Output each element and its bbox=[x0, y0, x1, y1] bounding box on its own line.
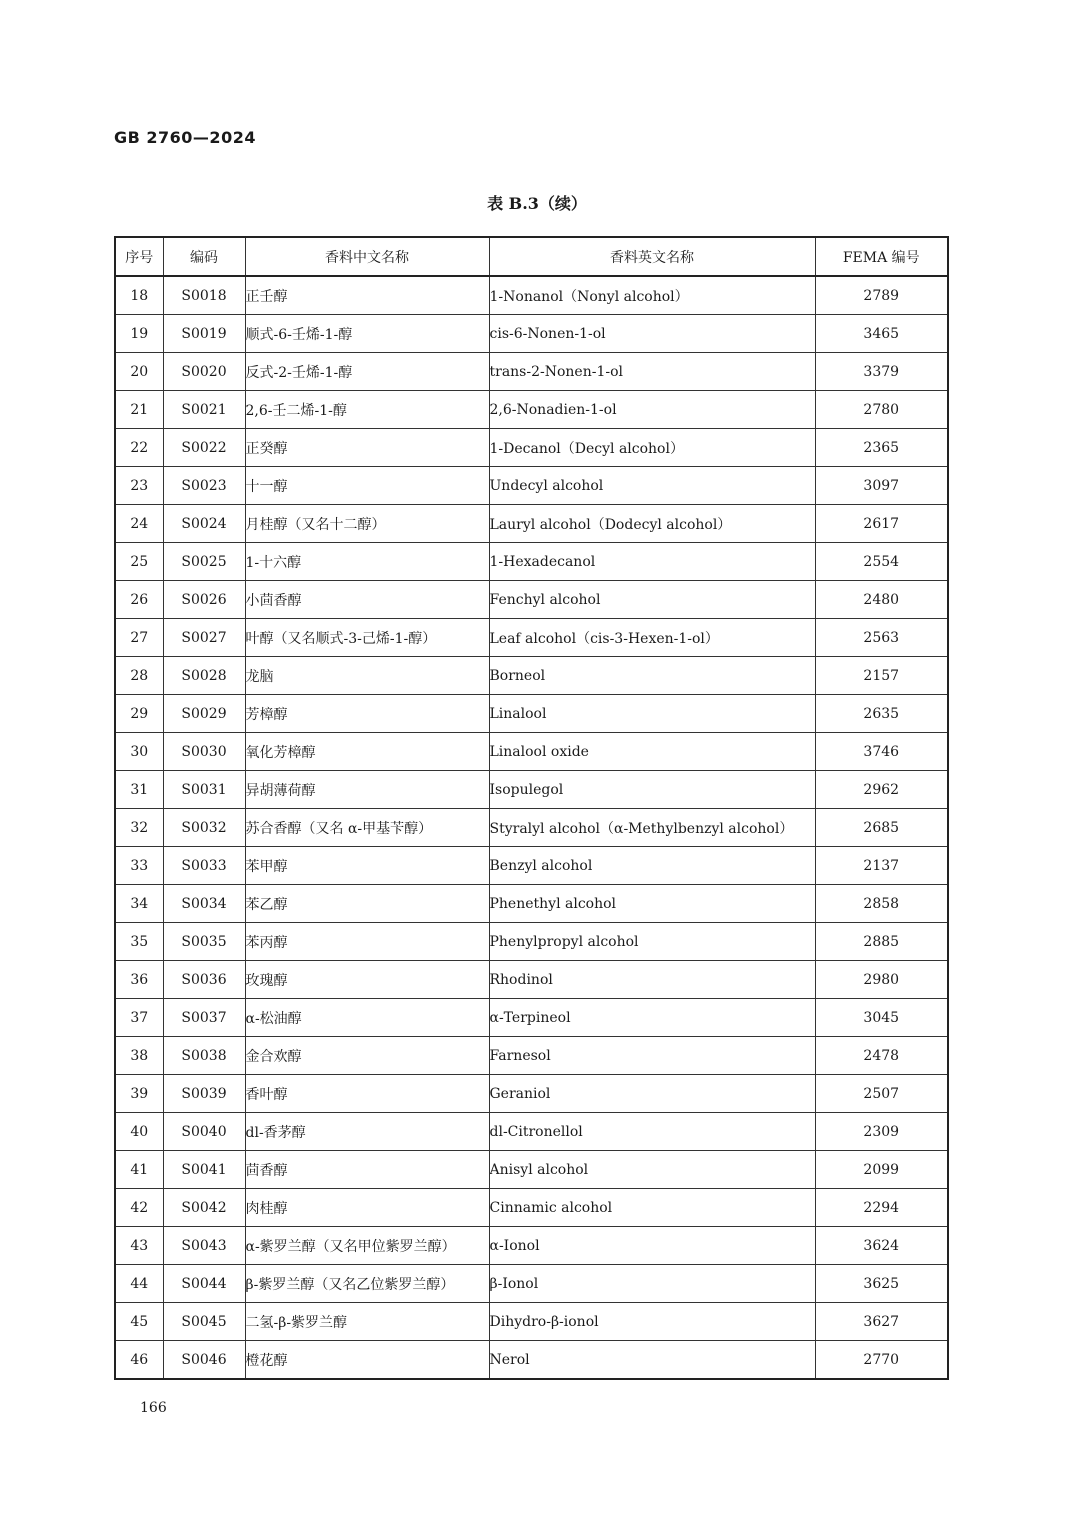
cell-serial: 38 bbox=[115, 1037, 163, 1075]
cell-english-name: Styralyl alcohol（α-Methylbenzyl alcohol） bbox=[489, 809, 815, 847]
table-row bbox=[115, 1113, 948, 1151]
cell-code: S0022 bbox=[163, 429, 245, 467]
cell-english-name: Linalool oxide bbox=[489, 733, 815, 771]
cell-fema-number: 2365 bbox=[815, 429, 948, 467]
cell-chinese-name: 正癸醇 bbox=[245, 429, 489, 467]
header-code: 编码 bbox=[163, 237, 245, 276]
table-row bbox=[115, 809, 948, 847]
cell-chinese-name: 异胡薄荷醇 bbox=[245, 771, 489, 809]
cell-fema-number: 2480 bbox=[815, 581, 948, 619]
table-row bbox=[115, 1037, 948, 1075]
cell-chinese-name: 氧化芳樟醇 bbox=[245, 733, 489, 771]
cell-fema-number: 3379 bbox=[815, 353, 948, 391]
table-row bbox=[115, 923, 948, 961]
cell-serial: 33 bbox=[115, 847, 163, 885]
cell-chinese-name: 苏合香醇（又名 α-甲基苄醇） bbox=[245, 809, 489, 847]
cell-english-name: Phenylpropyl alcohol bbox=[489, 923, 815, 961]
cell-english-name: trans-2-Nonen-1-ol bbox=[489, 353, 815, 391]
cell-serial: 28 bbox=[115, 657, 163, 695]
table-row bbox=[115, 1189, 948, 1227]
table-row bbox=[115, 315, 948, 353]
cell-english-name: Isopulegol bbox=[489, 771, 815, 809]
cell-english-name: Undecyl alcohol bbox=[489, 467, 815, 505]
cell-chinese-name: β-紫罗兰醇（又名乙位紫罗兰醇） bbox=[245, 1265, 489, 1303]
cell-fema-number: 2478 bbox=[815, 1037, 948, 1075]
cell-serial: 31 bbox=[115, 771, 163, 809]
cell-english-name: α-Ionol bbox=[489, 1227, 815, 1265]
cell-fema-number: 2789 bbox=[815, 276, 948, 315]
cell-chinese-name: 顺式-6-壬烯-1-醇 bbox=[245, 315, 489, 353]
cell-chinese-name: α-松油醇 bbox=[245, 999, 489, 1037]
table-header-row bbox=[115, 237, 948, 276]
cell-code: S0030 bbox=[163, 733, 245, 771]
cell-fema-number: 2309 bbox=[815, 1113, 948, 1151]
cell-chinese-name: 二氢-β-紫罗兰醇 bbox=[245, 1303, 489, 1341]
cell-english-name: Leaf alcohol（cis-3-Hexen-1-ol） bbox=[489, 619, 815, 657]
cell-english-name: Farnesol bbox=[489, 1037, 815, 1075]
standard-code: GB 2760—2024 bbox=[114, 128, 256, 147]
cell-serial: 37 bbox=[115, 999, 163, 1037]
cell-english-name: Dihydro-β-ionol bbox=[489, 1303, 815, 1341]
cell-code: S0039 bbox=[163, 1075, 245, 1113]
cell-code: S0038 bbox=[163, 1037, 245, 1075]
cell-english-name: Borneol bbox=[489, 657, 815, 695]
page-number: 166 bbox=[140, 1400, 167, 1416]
cell-chinese-name: dl-香茅醇 bbox=[245, 1113, 489, 1151]
cell-code: S0041 bbox=[163, 1151, 245, 1189]
cell-serial: 19 bbox=[115, 315, 163, 353]
cell-english-name: Nerol bbox=[489, 1341, 815, 1380]
cell-serial: 36 bbox=[115, 961, 163, 999]
cell-chinese-name: 茴香醇 bbox=[245, 1151, 489, 1189]
cell-serial: 46 bbox=[115, 1341, 163, 1380]
cell-code: S0023 bbox=[163, 467, 245, 505]
table-caption: 表 B.3（续） bbox=[487, 194, 587, 213]
table-row bbox=[115, 543, 948, 581]
cell-fema-number: 2858 bbox=[815, 885, 948, 923]
table-row bbox=[115, 1265, 948, 1303]
table-row bbox=[115, 276, 948, 315]
cell-serial: 40 bbox=[115, 1113, 163, 1151]
cell-serial: 25 bbox=[115, 543, 163, 581]
cell-english-name: Lauryl alcohol（Dodecyl alcohol） bbox=[489, 505, 815, 543]
table-row bbox=[115, 505, 948, 543]
table-row bbox=[115, 999, 948, 1037]
cell-serial: 41 bbox=[115, 1151, 163, 1189]
cell-chinese-name: 玫瑰醇 bbox=[245, 961, 489, 999]
cell-serial: 24 bbox=[115, 505, 163, 543]
table-row bbox=[115, 1075, 948, 1113]
table-row bbox=[115, 1227, 948, 1265]
table-body bbox=[115, 276, 948, 1379]
cell-english-name: Geraniol bbox=[489, 1075, 815, 1113]
table-row bbox=[115, 581, 948, 619]
cell-chinese-name: α-紫罗兰醇（又名甲位紫罗兰醇） bbox=[245, 1227, 489, 1265]
cell-english-name: dl-Citronellol bbox=[489, 1113, 815, 1151]
cell-english-name: 1-Decanol（Decyl alcohol） bbox=[489, 429, 815, 467]
table-row bbox=[115, 353, 948, 391]
cell-code: S0027 bbox=[163, 619, 245, 657]
cell-english-name: 1-Hexadecanol bbox=[489, 543, 815, 581]
cell-code: S0028 bbox=[163, 657, 245, 695]
cell-english-name: cis-6-Nonen-1-ol bbox=[489, 315, 815, 353]
cell-chinese-name: 2,6-壬二烯-1-醇 bbox=[245, 391, 489, 429]
cell-chinese-name: 小茴香醇 bbox=[245, 581, 489, 619]
cell-code: S0037 bbox=[163, 999, 245, 1037]
cell-chinese-name: 肉桂醇 bbox=[245, 1189, 489, 1227]
cell-code: S0040 bbox=[163, 1113, 245, 1151]
table-row bbox=[115, 885, 948, 923]
table-row bbox=[115, 961, 948, 999]
cell-fema-number: 2635 bbox=[815, 695, 948, 733]
cell-fema-number: 2770 bbox=[815, 1341, 948, 1380]
cell-serial: 34 bbox=[115, 885, 163, 923]
cell-chinese-name: 苯乙醇 bbox=[245, 885, 489, 923]
cell-fema-number: 3746 bbox=[815, 733, 948, 771]
cell-serial: 18 bbox=[115, 276, 163, 315]
cell-fema-number: 3097 bbox=[815, 467, 948, 505]
cell-chinese-name: 龙脑 bbox=[245, 657, 489, 695]
table-row bbox=[115, 429, 948, 467]
cell-serial: 26 bbox=[115, 581, 163, 619]
cell-chinese-name: 苯甲醇 bbox=[245, 847, 489, 885]
cell-english-name: Linalool bbox=[489, 695, 815, 733]
cell-serial: 45 bbox=[115, 1303, 163, 1341]
header-serial: 序号 bbox=[115, 237, 163, 276]
cell-fema-number: 2554 bbox=[815, 543, 948, 581]
cell-chinese-name: 芳樟醇 bbox=[245, 695, 489, 733]
cell-fema-number: 2685 bbox=[815, 809, 948, 847]
cell-code: S0020 bbox=[163, 353, 245, 391]
cell-fema-number: 2157 bbox=[815, 657, 948, 695]
cell-english-name: Anisyl alcohol bbox=[489, 1151, 815, 1189]
cell-fema-number: 2980 bbox=[815, 961, 948, 999]
cell-fema-number: 2099 bbox=[815, 1151, 948, 1189]
cell-fema-number: 2507 bbox=[815, 1075, 948, 1113]
cell-serial: 27 bbox=[115, 619, 163, 657]
cell-english-name: 1-Nonanol（Nonyl alcohol） bbox=[489, 276, 815, 315]
cell-code: S0045 bbox=[163, 1303, 245, 1341]
cell-code: S0021 bbox=[163, 391, 245, 429]
cell-chinese-name: 橙花醇 bbox=[245, 1341, 489, 1380]
cell-code: S0044 bbox=[163, 1265, 245, 1303]
cell-english-name: Rhodinol bbox=[489, 961, 815, 999]
cell-chinese-name: 苯丙醇 bbox=[245, 923, 489, 961]
cell-code: S0046 bbox=[163, 1341, 245, 1380]
table-row bbox=[115, 771, 948, 809]
cell-serial: 21 bbox=[115, 391, 163, 429]
header-chinese-name: 香料中文名称 bbox=[245, 237, 489, 276]
cell-code: S0029 bbox=[163, 695, 245, 733]
cell-fema-number: 2780 bbox=[815, 391, 948, 429]
cell-code: S0025 bbox=[163, 543, 245, 581]
cell-english-name: 2,6-Nonadien-1-ol bbox=[489, 391, 815, 429]
cell-code: S0032 bbox=[163, 809, 245, 847]
cell-code: S0019 bbox=[163, 315, 245, 353]
cell-code: S0018 bbox=[163, 276, 245, 315]
cell-code: S0034 bbox=[163, 885, 245, 923]
cell-fema-number: 2962 bbox=[815, 771, 948, 809]
cell-fema-number: 3625 bbox=[815, 1265, 948, 1303]
header-fema-number: FEMA 编号 bbox=[815, 237, 948, 276]
cell-serial: 42 bbox=[115, 1189, 163, 1227]
cell-fema-number: 2294 bbox=[815, 1189, 948, 1227]
cell-code: S0031 bbox=[163, 771, 245, 809]
cell-fema-number: 3045 bbox=[815, 999, 948, 1037]
table-row bbox=[115, 467, 948, 505]
table-row bbox=[115, 1303, 948, 1341]
cell-english-name: α-Terpineol bbox=[489, 999, 815, 1037]
table-row bbox=[115, 1341, 948, 1380]
table-row bbox=[115, 1151, 948, 1189]
cell-serial: 39 bbox=[115, 1075, 163, 1113]
cell-code: S0043 bbox=[163, 1227, 245, 1265]
table-row bbox=[115, 619, 948, 657]
table-row bbox=[115, 695, 948, 733]
cell-code: S0033 bbox=[163, 847, 245, 885]
cell-fema-number: 2617 bbox=[815, 505, 948, 543]
cell-serial: 29 bbox=[115, 695, 163, 733]
cell-chinese-name: 反式-2-壬烯-1-醇 bbox=[245, 353, 489, 391]
cell-fema-number: 2563 bbox=[815, 619, 948, 657]
cell-serial: 43 bbox=[115, 1227, 163, 1265]
cell-fema-number: 2137 bbox=[815, 847, 948, 885]
cell-english-name: Phenethyl alcohol bbox=[489, 885, 815, 923]
cell-code: S0024 bbox=[163, 505, 245, 543]
cell-fema-number: 3624 bbox=[815, 1227, 948, 1265]
cell-code: S0042 bbox=[163, 1189, 245, 1227]
table-row bbox=[115, 391, 948, 429]
table-row bbox=[115, 657, 948, 695]
cell-code: S0035 bbox=[163, 923, 245, 961]
cell-serial: 20 bbox=[115, 353, 163, 391]
cell-english-name: β-Ionol bbox=[489, 1265, 815, 1303]
cell-english-name: Cinnamic alcohol bbox=[489, 1189, 815, 1227]
cell-fema-number: 3627 bbox=[815, 1303, 948, 1341]
table-row bbox=[115, 847, 948, 885]
cell-serial: 30 bbox=[115, 733, 163, 771]
cell-serial: 32 bbox=[115, 809, 163, 847]
cell-serial: 22 bbox=[115, 429, 163, 467]
table-row bbox=[115, 733, 948, 771]
cell-english-name: Fenchyl alcohol bbox=[489, 581, 815, 619]
cell-serial: 23 bbox=[115, 467, 163, 505]
cell-serial: 44 bbox=[115, 1265, 163, 1303]
cell-chinese-name: 香叶醇 bbox=[245, 1075, 489, 1113]
cell-chinese-name: 月桂醇（又名十二醇） bbox=[245, 505, 489, 543]
cell-code: S0026 bbox=[163, 581, 245, 619]
cell-chinese-name: 正壬醇 bbox=[245, 276, 489, 315]
cell-chinese-name: 金合欢醇 bbox=[245, 1037, 489, 1075]
cell-english-name: Benzyl alcohol bbox=[489, 847, 815, 885]
cell-chinese-name: 叶醇（又名顺式-3-己烯-1-醇） bbox=[245, 619, 489, 657]
header-english-name: 香料英文名称 bbox=[489, 237, 815, 276]
cell-code: S0036 bbox=[163, 961, 245, 999]
cell-fema-number: 3465 bbox=[815, 315, 948, 353]
cell-serial: 35 bbox=[115, 923, 163, 961]
cell-fema-number: 2885 bbox=[815, 923, 948, 961]
cell-chinese-name: 1-十六醇 bbox=[245, 543, 489, 581]
flavor-table bbox=[114, 236, 949, 1380]
cell-chinese-name: 十一醇 bbox=[245, 467, 489, 505]
